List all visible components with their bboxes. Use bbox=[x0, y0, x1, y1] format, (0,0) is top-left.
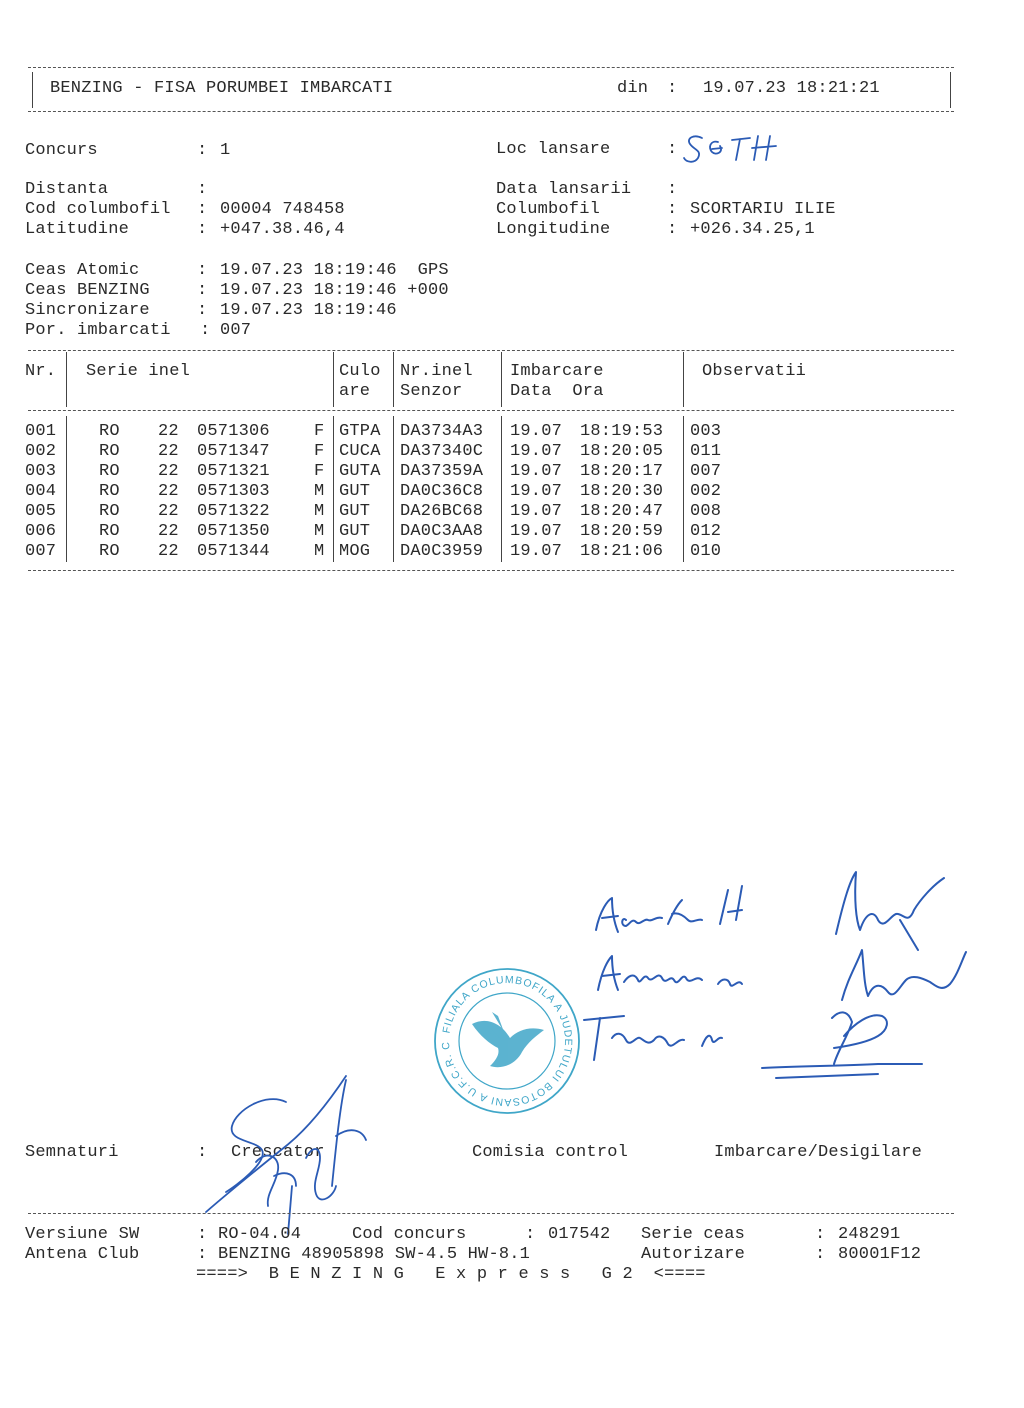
cell-ora: 18:20:17 bbox=[580, 462, 664, 481]
versiune-sw-colon: : bbox=[197, 1225, 208, 1244]
antena-club-colon: : bbox=[197, 1245, 208, 1264]
longitudine-label: Longitudine bbox=[496, 220, 611, 239]
cell-obs: 010 bbox=[690, 542, 722, 561]
columbofil-value: SCORTARIU ILIE bbox=[690, 200, 836, 219]
cell-country: RO bbox=[99, 462, 120, 481]
cell-culoare: MOG bbox=[339, 542, 371, 561]
serie-ceas-colon: : bbox=[815, 1225, 826, 1244]
antena-club-value: BENZING 48905898 SW-4.5 HW-8.1 bbox=[218, 1245, 531, 1264]
cell-ora: 18:20:30 bbox=[580, 482, 664, 501]
ceas-atomic-value: 19.07.23 18:19:46 GPS bbox=[220, 261, 449, 280]
cell-data: 19.07 bbox=[510, 542, 563, 561]
benzing-express-banner: ====> B E N Z I N G E x p r e s s G 2 <==== bbox=[196, 1265, 706, 1284]
cell-obs: 012 bbox=[690, 522, 722, 541]
cell-senzor: DA0C3AA8 bbox=[400, 522, 484, 541]
autorizare-value: 80001F12 bbox=[838, 1245, 922, 1264]
cell-nr: 003 bbox=[25, 462, 57, 481]
por-imbarcati-value: 007 bbox=[220, 321, 252, 340]
distanta-label: Distanta bbox=[25, 180, 109, 199]
cell-country: RO bbox=[99, 522, 120, 541]
data-lansarii-colon: : bbox=[667, 180, 678, 199]
por-imbarcati-colon: : bbox=[200, 321, 211, 340]
table-divider-senzor bbox=[501, 352, 502, 407]
cell-year: 22 bbox=[158, 462, 179, 481]
club-stamp bbox=[428, 957, 582, 1116]
cell-nr: 004 bbox=[25, 482, 57, 501]
data-lansarii-label: Data lansarii bbox=[496, 180, 632, 199]
header-imbarcare-1: Imbarcare bbox=[510, 362, 604, 381]
columbofil-colon: : bbox=[667, 200, 678, 219]
cod-columbofil-colon: : bbox=[197, 200, 208, 219]
cod-columbofil-label: Cod columbofil bbox=[25, 200, 171, 219]
cell-nr: 001 bbox=[25, 422, 57, 441]
cell-ora: 18:19:53 bbox=[580, 422, 664, 441]
antena-club-label: Antena Club bbox=[25, 1245, 140, 1264]
ceas-atomic-colon: : bbox=[197, 261, 208, 280]
table-body-divider-senzor bbox=[501, 416, 502, 562]
semnaturi-label: Semnaturi bbox=[25, 1143, 119, 1162]
imbarcare-desigilare-label: Imbarcare/Desigilare bbox=[714, 1143, 923, 1162]
cell-senzor: DA37340C bbox=[400, 442, 484, 461]
cell-year: 22 bbox=[158, 442, 179, 461]
comisia-control-label: Comisia control bbox=[472, 1143, 629, 1162]
din-colon: : bbox=[667, 79, 678, 98]
din-label: din bbox=[617, 79, 649, 98]
header-top-border bbox=[28, 67, 954, 68]
svg-text:FILIALA COLUMBOFILA A JUDETULU: FILIALA COLUMBOFILA A JUDETULUI BOTOSANI A U.F.C.R. CIF 47102082 bbox=[428, 957, 575, 1109]
handwritten-commission-names bbox=[578, 860, 978, 1090]
table-divider-nr bbox=[66, 352, 67, 407]
sincronizare-value: 19.07.23 18:19:46 bbox=[220, 301, 397, 320]
cell-country: RO bbox=[99, 542, 120, 561]
table-bottom-border bbox=[28, 570, 954, 571]
header-left-border bbox=[32, 72, 33, 108]
cell-senzor: DA3734A3 bbox=[400, 422, 484, 441]
table-body-divider-imbarcare bbox=[683, 416, 684, 562]
cell-data: 19.07 bbox=[510, 442, 563, 461]
sincronizare-colon: : bbox=[197, 301, 208, 320]
distanta-colon: : bbox=[197, 180, 208, 199]
cell-sex: F bbox=[314, 422, 325, 441]
table-body-divider-serie bbox=[333, 416, 334, 562]
document-title: BENZING - FISA PORUMBEI IMBARCATI bbox=[50, 79, 394, 98]
cell-ora: 18:20:47 bbox=[580, 502, 664, 521]
cod-concurs-colon: : bbox=[525, 1225, 536, 1244]
cod-columbofil-value: 00004 748458 bbox=[220, 200, 345, 219]
header-serie-inel: Serie inel bbox=[86, 362, 191, 381]
cell-obs: 007 bbox=[690, 462, 722, 481]
ceas-benzing-label: Ceas BENZING bbox=[25, 281, 150, 300]
cell-year: 22 bbox=[158, 422, 179, 441]
table-divider-culoare bbox=[393, 352, 394, 407]
cell-country: RO bbox=[99, 502, 120, 521]
loc-lansare-colon: : bbox=[667, 140, 678, 159]
cell-year: 22 bbox=[158, 482, 179, 501]
cell-culoare: GTPA bbox=[339, 422, 381, 441]
cell-ora: 18:21:06 bbox=[580, 542, 664, 561]
cell-year: 22 bbox=[158, 542, 179, 561]
footer-top-border bbox=[28, 1213, 954, 1214]
longitudine-value: +026.34.25,1 bbox=[690, 220, 815, 239]
cell-data: 19.07 bbox=[510, 502, 563, 521]
cell-sex: M bbox=[314, 542, 325, 561]
loc-lansare-label: Loc lansare bbox=[496, 140, 611, 159]
cell-data: 19.07 bbox=[510, 482, 563, 501]
cell-data: 19.07 bbox=[510, 422, 563, 441]
columbofil-label: Columbofil bbox=[496, 200, 601, 219]
cell-country: RO bbox=[99, 442, 120, 461]
cell-ora: 18:20:59 bbox=[580, 522, 664, 541]
loc-lansare-handwritten bbox=[680, 128, 790, 168]
header-culoare-2: are bbox=[339, 382, 371, 401]
table-body-divider-culoare bbox=[393, 416, 394, 562]
por-imbarcati-label: Por. imbarcati bbox=[25, 321, 171, 340]
cell-country: RO bbox=[99, 422, 120, 441]
cell-nr: 007 bbox=[25, 542, 57, 561]
header-nr: Nr. bbox=[25, 362, 57, 381]
concurs-value: 1 bbox=[220, 141, 231, 160]
cod-concurs-value: 017542 bbox=[548, 1225, 611, 1244]
cell-ring: 0571322 bbox=[197, 502, 270, 521]
header-datetime: 19.07.23 18:21:21 bbox=[703, 79, 880, 98]
ceas-benzing-value: 19.07.23 18:19:46 +000 bbox=[220, 281, 449, 300]
cell-ring: 0571344 bbox=[197, 542, 270, 561]
concurs-label: Concurs bbox=[25, 141, 98, 160]
cell-sex: F bbox=[314, 462, 325, 481]
cod-concurs-label: Cod concurs bbox=[352, 1225, 467, 1244]
latitudine-value: +047.38.46,4 bbox=[220, 220, 345, 239]
cell-senzor: DA26BC68 bbox=[400, 502, 484, 521]
cell-sex: M bbox=[314, 502, 325, 521]
header-observatii: Observatii bbox=[702, 362, 807, 381]
autorizare-colon: : bbox=[815, 1245, 826, 1264]
cell-culoare: GUT bbox=[339, 482, 371, 501]
cell-obs: 003 bbox=[690, 422, 722, 441]
cell-ora: 18:20:05 bbox=[580, 442, 664, 461]
cell-nr: 005 bbox=[25, 502, 57, 521]
cell-obs: 011 bbox=[690, 442, 722, 461]
header-imbarcare-2: Data Ora bbox=[510, 382, 604, 401]
header-nr-inel-1: Nr.inel bbox=[400, 362, 473, 381]
table-divider-imbarcare bbox=[683, 352, 684, 407]
cell-year: 22 bbox=[158, 522, 179, 541]
longitudine-colon: : bbox=[667, 220, 678, 239]
crescator-label: Crescator bbox=[231, 1143, 325, 1162]
cell-culoare: GUT bbox=[339, 502, 371, 521]
cell-year: 22 bbox=[158, 502, 179, 521]
header-nr-inel-2: Senzor bbox=[400, 382, 463, 401]
table-top-border bbox=[28, 350, 954, 351]
cell-nr: 006 bbox=[25, 522, 57, 541]
header-bottom-border bbox=[28, 111, 954, 112]
cell-ring: 0571347 bbox=[197, 442, 270, 461]
header-culoare-1: Culo bbox=[339, 362, 381, 381]
table-divider-serie bbox=[333, 352, 334, 407]
table-body-divider-nr bbox=[66, 416, 67, 562]
sincronizare-label: Sincronizare bbox=[25, 301, 150, 320]
crescator-signature bbox=[196, 1066, 396, 1236]
versiune-sw-label: Versiune SW bbox=[25, 1225, 140, 1244]
cell-culoare: CUCA bbox=[339, 442, 381, 461]
cell-ring: 0571306 bbox=[197, 422, 270, 441]
cell-country: RO bbox=[99, 482, 120, 501]
latitudine-label: Latitudine bbox=[25, 220, 130, 239]
cell-data: 19.07 bbox=[510, 522, 563, 541]
semnaturi-colon: : bbox=[197, 1143, 208, 1162]
cell-senzor: DA37359A bbox=[400, 462, 484, 481]
cell-obs: 002 bbox=[690, 482, 722, 501]
cell-sex: M bbox=[314, 522, 325, 541]
cell-obs: 008 bbox=[690, 502, 722, 521]
versiune-sw-value: RO-04.04 bbox=[218, 1225, 302, 1244]
cell-sex: F bbox=[314, 442, 325, 461]
header-right-border bbox=[950, 72, 951, 108]
serie-ceas-value: 248291 bbox=[838, 1225, 901, 1244]
cell-nr: 002 bbox=[25, 442, 57, 461]
cell-senzor: DA0C3959 bbox=[400, 542, 484, 561]
cell-data: 19.07 bbox=[510, 462, 563, 481]
cell-senzor: DA0C36C8 bbox=[400, 482, 484, 501]
autorizare-label: Autorizare bbox=[641, 1245, 746, 1264]
cell-ring: 0571350 bbox=[197, 522, 270, 541]
ceas-benzing-colon: : bbox=[197, 281, 208, 300]
ceas-atomic-label: Ceas Atomic bbox=[25, 261, 140, 280]
serie-ceas-label: Serie ceas bbox=[641, 1225, 746, 1244]
latitudine-colon: : bbox=[197, 220, 208, 239]
cell-ring: 0571303 bbox=[197, 482, 270, 501]
table-header-border bbox=[28, 410, 954, 411]
cell-sex: M bbox=[314, 482, 325, 501]
cell-ring: 0571321 bbox=[197, 462, 270, 481]
cell-culoare: GUT bbox=[339, 522, 371, 541]
concurs-colon: : bbox=[197, 141, 208, 160]
cell-culoare: GUTA bbox=[339, 462, 381, 481]
